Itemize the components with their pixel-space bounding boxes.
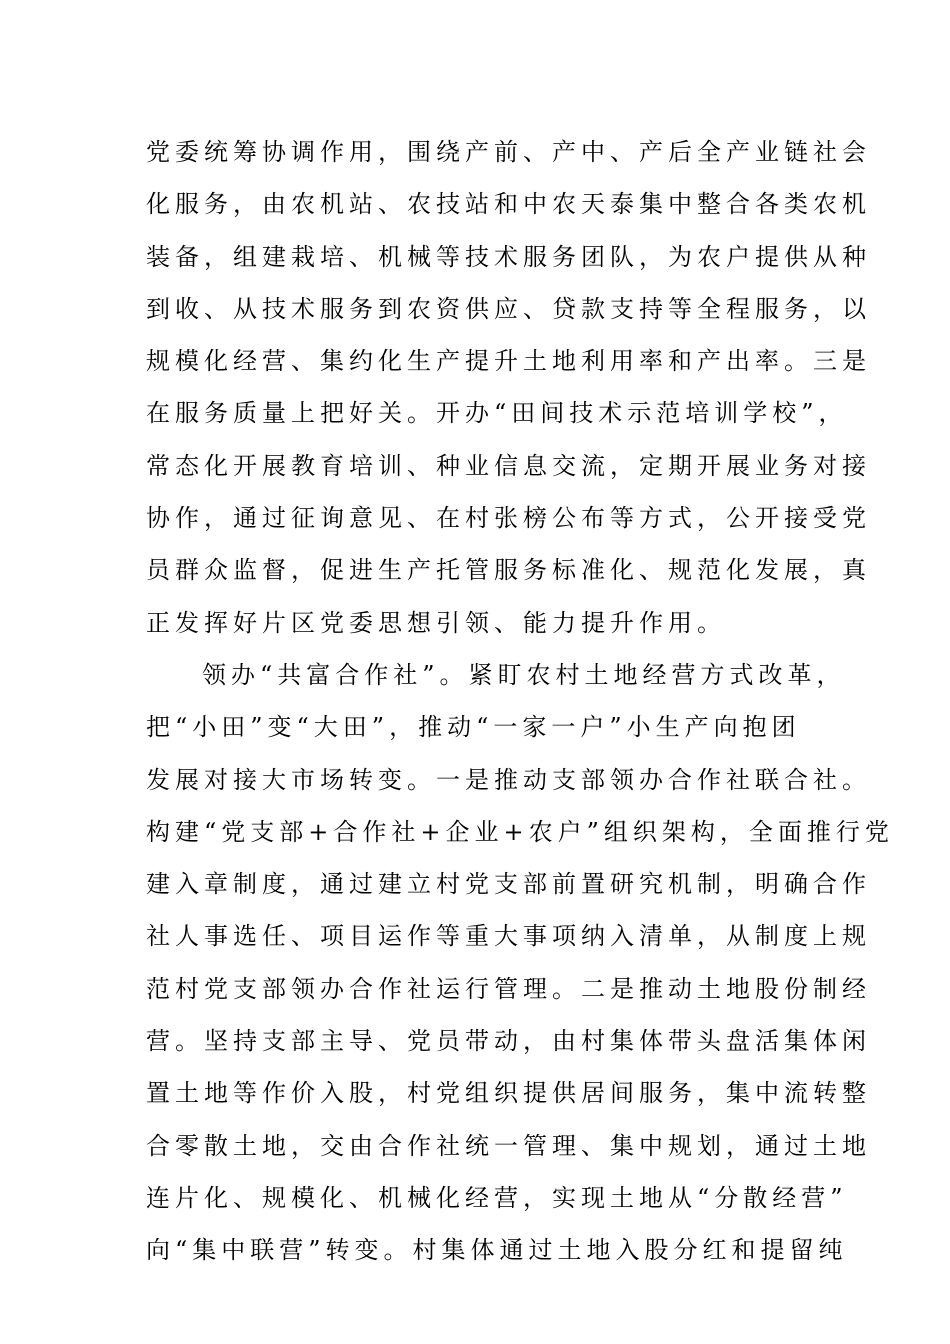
text-line: 装备，组建栽培、机械等技术服务团队，为农户提供从种 — [146, 242, 871, 271]
text-line: 范村党支部领办合作社运行管理。二是推动土地股份制经 — [146, 974, 871, 1003]
text-line: 协作，通过征询意见、在村张榜公布等方式，公开接受党 — [146, 504, 871, 533]
text-line: 把“小田”变“大田”，推动“一家一户”小生产向抱团 — [146, 713, 801, 742]
paragraph-1 — [146, 126, 871, 649]
text-line: 营。坚持支部主导、党员带动，由村集体带头盘活集体闲 — [146, 1027, 871, 1056]
text-line: 构建“党支部+合作社+企业+农户”组织架构，全面推行党 — [146, 817, 894, 846]
text-line: 到收、从技术服务到农资供应、贷款支持等全程服务，以 — [146, 294, 871, 323]
text-line: 建入章制度，通过建立村党支部前置研究机制，明确合作 — [146, 870, 871, 899]
text-line: 常态化开展教育培训、种业信息交流，定期开展业务对接 — [146, 451, 871, 480]
text-line: 置土地等作价入股，村党组织提供居间服务，集中流转整 — [146, 1079, 871, 1108]
text-line: 领办“共富合作社”。紧盯农村土地经营方式改革， — [202, 660, 846, 689]
text-line: 在服务质量上把好关。开办“田间技术示范培训学校”， — [146, 399, 848, 428]
text-line: 员群众监督，促进生产托管服务标准化、规范化发展，真 — [146, 556, 871, 585]
text-line: 发展对接大市场转变。一是推动支部领办合作社联合社。 — [146, 765, 871, 794]
text-line: 社人事选任、项目运作等重大事项纳入清单，从制度上规 — [146, 922, 871, 951]
text-line: 连片化、规模化、机械化经营，实现土地从“分散经营” — [146, 1183, 848, 1212]
text-line: 党委统筹协调作用，围绕产前、产中、产后全产业链社会 — [146, 138, 871, 166]
text-line: 正发挥好片区党委思想引领、能力提升作用。 — [146, 608, 726, 637]
document-body — [146, 126, 894, 1277]
text-line: 合零散土地，交由合作社统一管理、集中规划，通过土地 — [146, 1131, 871, 1160]
paragraph-2 — [146, 649, 894, 1277]
text-line: 向“集中联营”转变。村集体通过土地入股分红和提留纯 — [146, 1236, 848, 1265]
text-line: 规模化经营、集约化生产提升土地利用率和产出率。三是 — [146, 347, 871, 376]
text-line: 化服务，由农机站、农技站和中农天泰集中整合各类农机 — [146, 190, 871, 219]
